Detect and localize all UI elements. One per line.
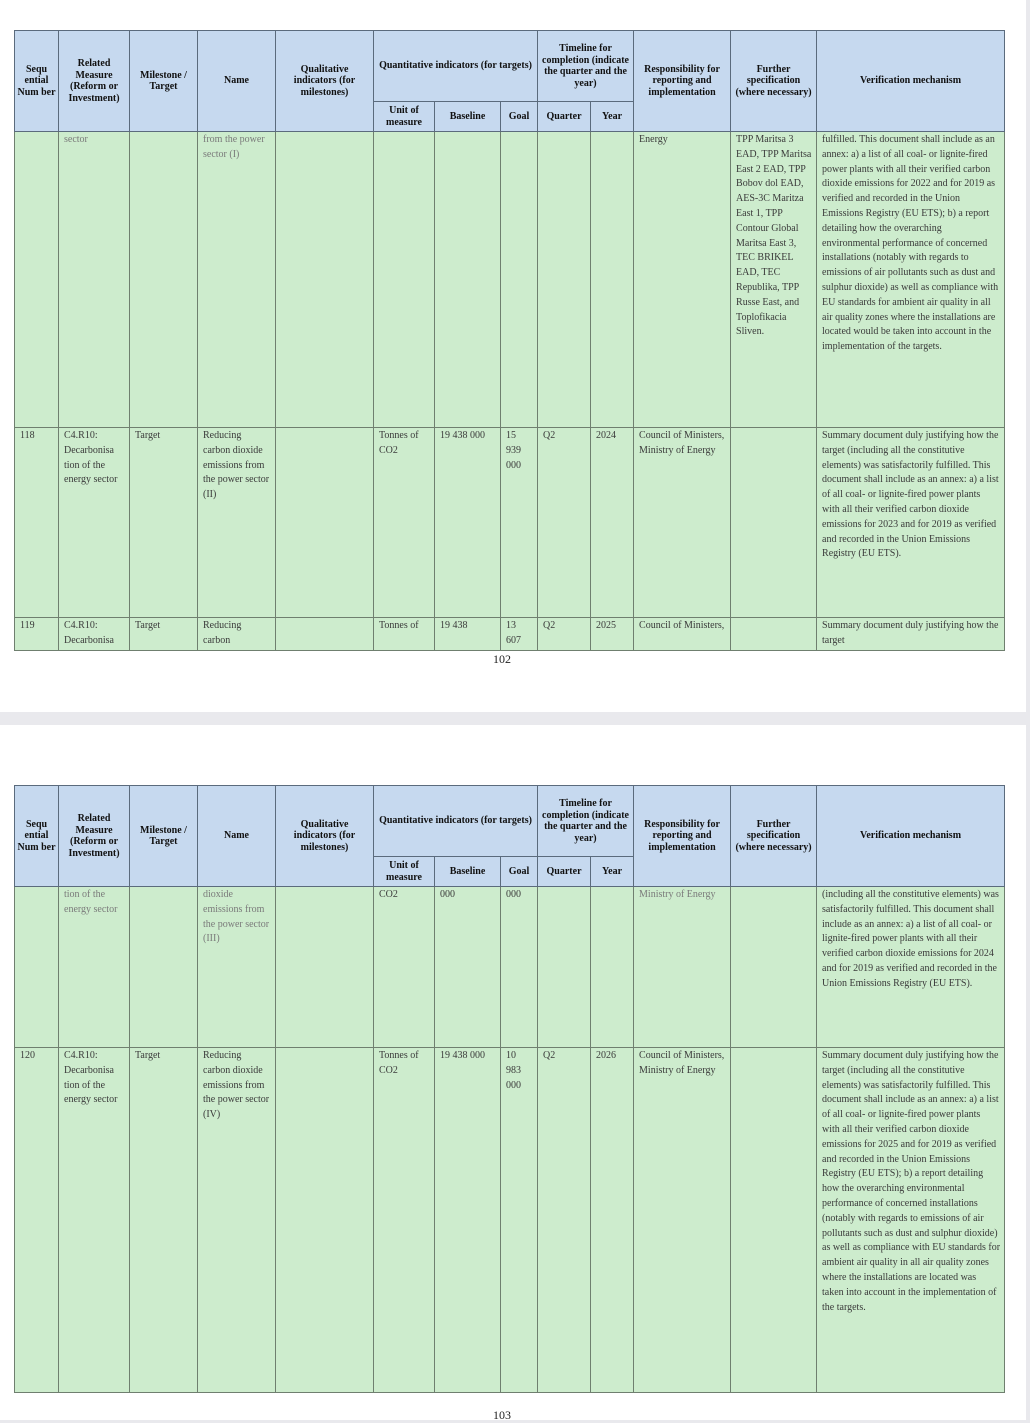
page-number: 102 — [493, 652, 511, 666]
header-name: Name — [198, 786, 276, 887]
header-unit: Unit of measure — [374, 857, 435, 887]
cell-measure: C4.R10: Decarbonisa — [59, 618, 130, 651]
header-goal: Goal — [501, 857, 538, 887]
cell-qualitative — [276, 618, 374, 651]
header-verification: Verification mechanism — [817, 31, 1005, 132]
cell-seq: 118 — [15, 428, 59, 618]
cell-baseline: 19 438 — [435, 618, 501, 651]
cell-qualitative — [276, 1048, 374, 1393]
cell-responsibility: Council of Ministers, Ministry of Energy — [634, 1048, 731, 1393]
cell-quarter — [538, 132, 591, 428]
header-qualitative: Qualitative indicators (for milestones) — [276, 31, 374, 132]
cell-unit: CO2 — [374, 887, 435, 1048]
header-verification: Verification mechanism — [817, 786, 1005, 887]
cell-name: Reducing carbon — [198, 618, 276, 651]
cell-responsibility: Ministry of Energy — [634, 887, 731, 1048]
cell-baseline: 19 438 000 — [435, 428, 501, 618]
cell-further-spec: TPP Maritsa 3 EAD, TPP Maritsa East 2 EAD, TPP Bobov dol EAD, AES-3C Maritza East 1, TPP Contour Global Maritsa East 3, TEC BRIKEL EAD, TEC Republika, TPP Russe East, and Toplofikacia Sliven. — [731, 132, 817, 428]
cell-year — [591, 887, 634, 1048]
header-name: Name — [198, 31, 276, 132]
cell-goal: 10 983 000 — [501, 1048, 538, 1393]
document-page-103 — [0, 725, 1026, 1420]
cell-responsibility: Energy — [634, 132, 731, 428]
cell-verification: fulfilled. This document shall include as an annex: a) a list of all coal- or lignite-fired power plants with all their verified carbon dioxide emissions for 2022 and for 2019 as verified and recorded in the Union Emissions Registry (EU ETS); b) a report detailing how the overarching environmental performance of concerned installations (notably with regards to emissions of air pollutants such as dust and sulphur dioxide) as well as compliance with EU standards for ambient air quality in all air quality zones where the installations are located would be taken into account in the implementation of the targets. — [817, 132, 1005, 428]
table-row — [15, 618, 1005, 651]
cell-name: Reducing carbon dioxide emissions from the power sector (II) — [198, 428, 276, 618]
header-timeline: Timeline for completion (indicate the quarter and the year) — [538, 31, 634, 102]
header-baseline: Baseline — [435, 857, 501, 887]
cell-quarter: Q2 — [538, 618, 591, 651]
header-goal: Goal — [501, 102, 538, 132]
cell-qualitative — [276, 887, 374, 1048]
cell-name: from the power sector (I) — [198, 132, 276, 428]
cell-verification: (including all the constitutive elements) was satisfactorily fulfilled. This document shall include as an annex: a) a list of all coal- or lignite-fired power plants with all their verified carbon dioxide emissions for 2024 and for 2019 as verified and recorded in the Union Emissions Registry (EU ETS). — [817, 887, 1005, 1048]
milestones-table — [14, 785, 1005, 1393]
cell-baseline: 19 438 000 — [435, 1048, 501, 1393]
cell-seq: 119 — [15, 618, 59, 651]
table-row — [15, 428, 1005, 618]
table-row — [15, 887, 1005, 1048]
cell-further-spec — [731, 428, 817, 618]
cell-further-spec — [731, 887, 817, 1048]
cell-year: 2024 — [591, 428, 634, 618]
cell-goal — [501, 132, 538, 428]
cell-type: Target — [130, 1048, 198, 1393]
table-row — [15, 1048, 1005, 1393]
cell-qualitative — [276, 428, 374, 618]
header-responsibility: Responsibility for reporting and implementation — [634, 786, 731, 887]
cell-baseline: 000 — [435, 887, 501, 1048]
cell-further-spec — [731, 1048, 817, 1393]
header-milestone-target: Milestone / Target — [130, 786, 198, 887]
header-milestone-target: Milestone / Target — [130, 31, 198, 132]
header-further-spec: Further specification (where necessary) — [731, 31, 817, 132]
cell-unit: Tonnes of — [374, 618, 435, 651]
table-header — [15, 31, 1005, 132]
cell-verification: Summary document duly justifying how the target (including all the constitutive elements) was satisfactorily fulfilled. This document shall include as an annex: a) a list of all coal- or lignite-fired power plants with all their verified carbon dioxide emissions for 2025 and for 2019 as verified and recorded in the Union Emissions Registry (EU ETS); b) a report detailing how the overarching environmental performance of concerned installations (notably with regards to emissions of air pollutants such as dust and sulphur dioxide) as well as compliance with EU standards for ambient air quality in all air quality zones where the installations are located was taken into account in the implementation of the targets. — [817, 1048, 1005, 1393]
cell-measure: C4.R10: Decarbonisa tion of the energy sector — [59, 1048, 130, 1393]
header-seq: Sequ ential Num ber — [15, 31, 59, 132]
header-unit: Unit of measure — [374, 102, 435, 132]
cell-seq — [15, 887, 59, 1048]
page-number: 103 — [493, 1408, 511, 1422]
cell-year: 2025 — [591, 618, 634, 651]
cell-qualitative — [276, 132, 374, 428]
cell-responsibility: Council of Ministers, Ministry of Energy — [634, 428, 731, 618]
cell-measure: sector — [59, 132, 130, 428]
header-baseline: Baseline — [435, 102, 501, 132]
cell-measure: C4.R10: Decarbonisa tion of the energy sector — [59, 428, 130, 618]
cell-goal: 15 939 000 — [501, 428, 538, 618]
milestones-table — [14, 30, 1005, 651]
header-quantitative: Quantitative indicators (for targets) — [374, 786, 538, 857]
cell-baseline — [435, 132, 501, 428]
cell-name: dioxide emissions from the power sector (III) — [198, 887, 276, 1048]
cell-goal: 000 — [501, 887, 538, 1048]
cell-responsibility: Council of Ministers, — [634, 618, 731, 651]
header-year: Year — [591, 102, 634, 132]
cell-unit — [374, 132, 435, 428]
cell-year — [591, 132, 634, 428]
header-seq: Sequ ential Num ber — [15, 786, 59, 887]
cell-type — [130, 132, 198, 428]
cell-verification: Summary document duly justifying how the target — [817, 618, 1005, 651]
cell-type: Target — [130, 618, 198, 651]
header-responsibility: Responsibility for reporting and implementation — [634, 31, 731, 132]
header-qualitative: Qualitative indicators (for milestones) — [276, 786, 374, 887]
cell-unit: Tonnes of CO2 — [374, 428, 435, 618]
header-quarter: Quarter — [538, 857, 591, 887]
cell-name: Reducing carbon dioxide emissions from the power sector (IV) — [198, 1048, 276, 1393]
header-year: Year — [591, 857, 634, 887]
header-further-spec: Further specification (where necessary) — [731, 786, 817, 887]
cell-goal: 13 607 — [501, 618, 538, 651]
cell-year: 2026 — [591, 1048, 634, 1393]
cell-type: Target — [130, 428, 198, 618]
table-header — [15, 786, 1005, 887]
cell-seq — [15, 132, 59, 428]
cell-unit: Tonnes of CO2 — [374, 1048, 435, 1393]
table-row — [15, 132, 1005, 428]
document-page-102 — [0, 0, 1026, 712]
cell-seq: 120 — [15, 1048, 59, 1393]
header-quantitative: Quantitative indicators (for targets) — [374, 31, 538, 102]
cell-quarter: Q2 — [538, 1048, 591, 1393]
header-related-measure: Related Measure (Reform or Investment) — [59, 786, 130, 887]
header-related-measure: Related Measure (Reform or Investment) — [59, 31, 130, 132]
cell-measure: tion of the energy sector — [59, 887, 130, 1048]
cell-quarter: Q2 — [538, 428, 591, 618]
cell-quarter — [538, 887, 591, 1048]
header-timeline: Timeline for completion (indicate the quarter and the year) — [538, 786, 634, 857]
cell-verification: Summary document duly justifying how the target (including all the constitutive elements) was satisfactorily fulfilled. This document shall include as an annex: a) a list of all coal- or lignite-fired power plants with all their verified carbon dioxide emissions for 2023 and for 2019 as verified and recorded in the Union Emissions Registry (EU ETS). — [817, 428, 1005, 618]
cell-further-spec — [731, 618, 817, 651]
header-quarter: Quarter — [538, 102, 591, 132]
cell-type — [130, 887, 198, 1048]
